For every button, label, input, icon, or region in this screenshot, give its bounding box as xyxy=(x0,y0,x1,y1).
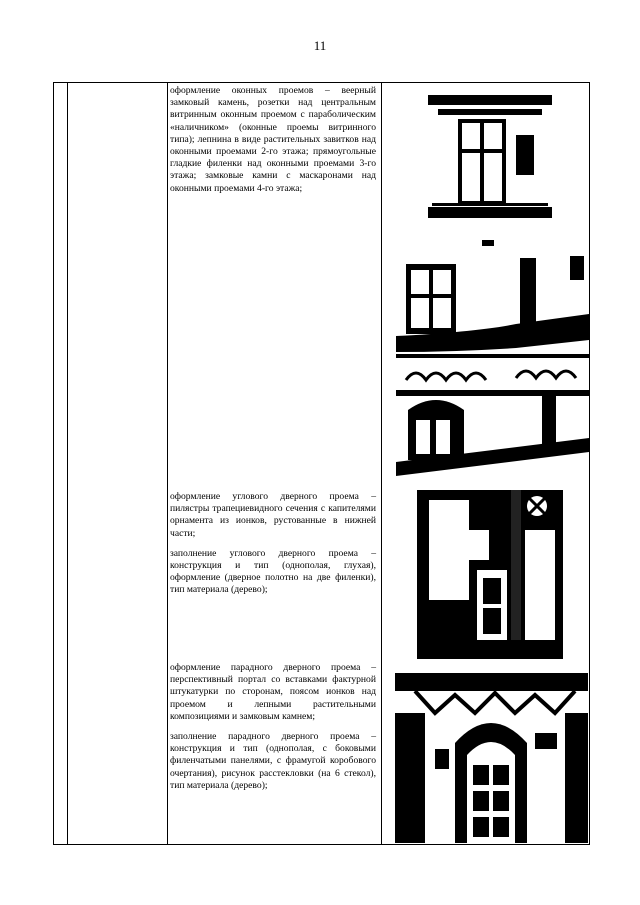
photo-corner-door xyxy=(417,490,563,659)
row-2-text xyxy=(170,491,376,605)
row-3-paragraph-2: заполнение парадного дверного проема – конструкция и тип (однополая, с боковыми филенчатыми панелями, с фрамугой коробового очертания), рисунок расстекловки (на 6 стекол), тип материала (дерево); xyxy=(170,731,376,791)
row-2-paragraph-1: оформление углового дверного проема – пилястры трапециевидного сечения с капителями орнамента из ионков, рустованные в нижней части; xyxy=(170,491,376,539)
column-divider-1 xyxy=(67,83,68,844)
photo-upper-floor-windows xyxy=(396,240,589,480)
row-3-text xyxy=(170,662,376,800)
row-3-paragraph-1: оформление парадного дверного проема – перспективный портал со вставками фактурной штукатурки по сторонам, поясом ионков над проемом и лепными растительными композициями и замковым камнем; xyxy=(170,662,376,722)
column-divider-3 xyxy=(381,83,382,844)
page-number: 11 xyxy=(313,38,327,53)
row-1-paragraph-1: оформление оконных проемов – веерный замковый камень, розетки над центральным витринным оконным проемом с параболическим «наличником» (оконные проемы витринного типа); лепнина в виде растительных завитков над оконными проемами 2-го этажа; прямоугольные гладкие филенки над оконными проемами 3-го этажа; замковые камни с маскаронами над оконными проемами 4-го этажа; xyxy=(170,85,376,194)
photo-main-entrance-portal xyxy=(395,673,588,843)
row-2-paragraph-2: заполнение углового дверного проема – конструкция и тип (однополая, глухая), оформление (дверное полотно на две филенки), тип материала (дерево); xyxy=(170,547,376,596)
photo-storefront-window xyxy=(428,95,552,218)
column-divider-2 xyxy=(167,83,168,844)
row-1-text xyxy=(170,85,376,203)
